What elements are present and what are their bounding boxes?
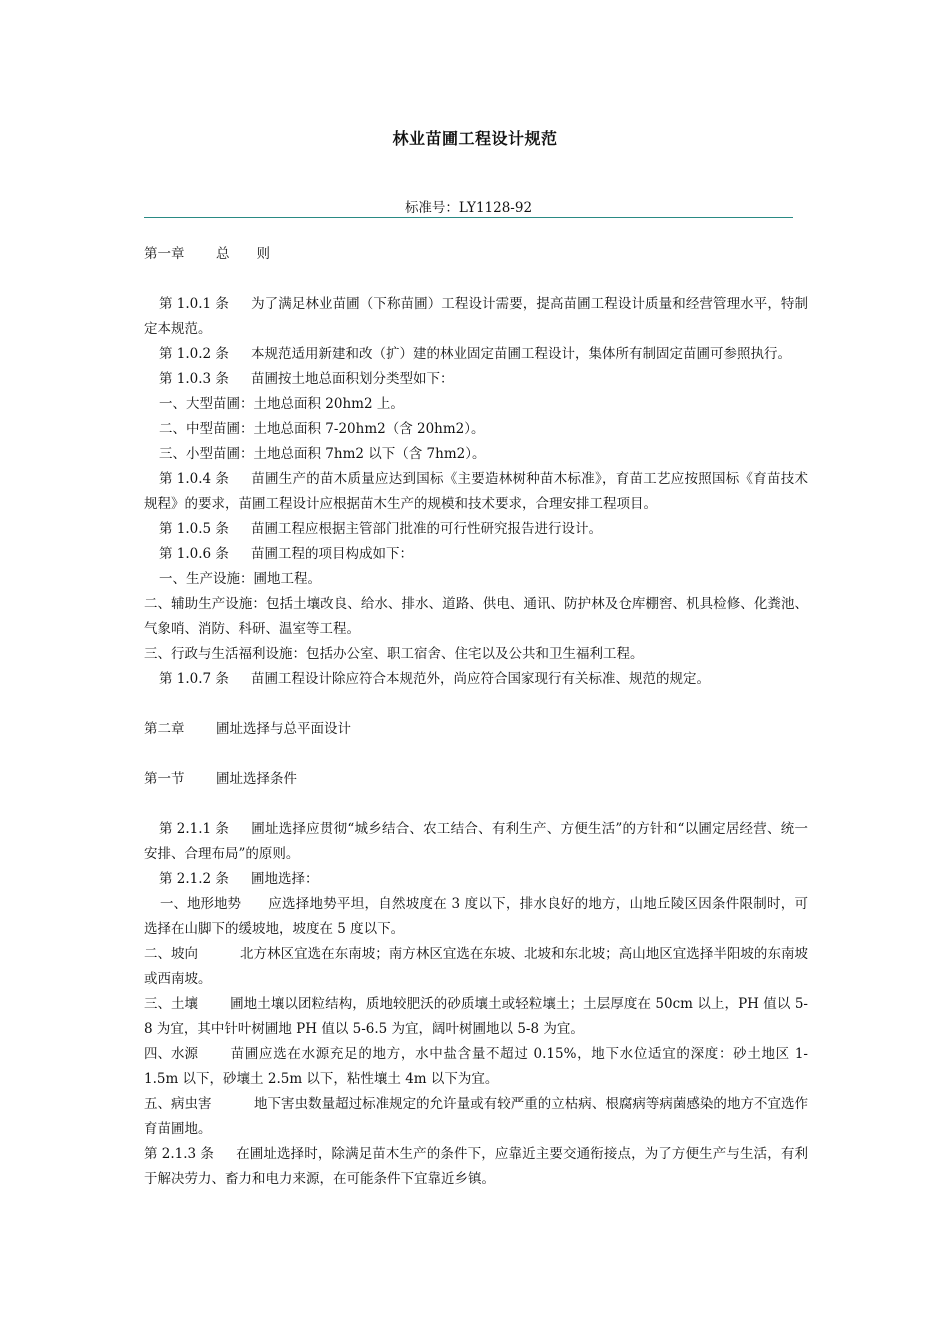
list-item bbox=[144, 1092, 808, 1142]
list-item: 一、大型苗圃：土地总面积 20hm2 上。 bbox=[159, 396, 404, 412]
chapter-number: 第二章 bbox=[144, 721, 185, 737]
item-label: 四、水源 bbox=[144, 1046, 198, 1062]
section-title: 圃址选择条件 bbox=[216, 771, 297, 787]
item-label: 三、土壤 bbox=[144, 996, 198, 1012]
article-label: 第 2.1.3 条 bbox=[144, 1146, 214, 1162]
article-text: 苗圃工程应根据主管部门批准的可行性研究报告进行设计。 bbox=[251, 521, 602, 537]
item-text: 地下害虫数量超过标准规定的允许量或有较严重的立枯病、根腐病等病菌感染的地方不宜选作育苗圃地。 bbox=[144, 1096, 808, 1137]
item-text: 圃地土壤以团粒结构，质地较肥沃的砂质壤土或轻粒壤土；土层厚度在 50cm 以上，PH 值以 5-8 为宜，其中针叶树圃地 PH 值以 5-6.5 为宜，阔叶树圃地以 5-8 为宜。 bbox=[144, 996, 808, 1037]
article-paragraph bbox=[144, 367, 808, 392]
list-item bbox=[144, 992, 808, 1042]
chapter-heading bbox=[144, 717, 808, 742]
article-paragraph bbox=[144, 1142, 808, 1192]
article-paragraph bbox=[144, 817, 808, 867]
article-paragraph bbox=[144, 542, 808, 567]
article-paragraph bbox=[144, 667, 808, 692]
item-text: 应选择地势平坦，自然坡度在 3 度以下，排水良好的地方，山地丘陵区因条件限制时，可选择在山脚下的缓坡地，坡度在 5 度以下。 bbox=[144, 896, 808, 937]
article-paragraph bbox=[144, 467, 808, 517]
header-divider bbox=[144, 217, 793, 218]
article-label: 第 2.1.2 条 bbox=[159, 871, 229, 887]
document-body bbox=[144, 242, 808, 1192]
item-label: 五、病虫害 bbox=[144, 1096, 212, 1112]
article-label: 第 1.0.7 条 bbox=[159, 671, 229, 687]
chapter-title: 圃址选择与总平面设计 bbox=[216, 721, 351, 737]
article-label: 第 1.0.3 条 bbox=[159, 371, 229, 387]
article-text: 苗圃生产的苗木质量应达到国标《主要造林树种苗木标准》，育苗工艺应按照国标《育苗技术规程》的要求，苗圃工程设计应根据苗木生产的规模和技术要求，合理安排工程项目。 bbox=[144, 471, 808, 512]
article-text: 圃址选择应贯彻“城乡结合、农工结合、有利生产、方便生活”的方针和“以圃定居经营、统一安排、合理布局”的原则。 bbox=[144, 821, 808, 862]
list-item bbox=[144, 1042, 808, 1092]
chapter-number: 第一章 bbox=[144, 246, 185, 262]
chapter-title: 总 则 bbox=[216, 246, 270, 262]
article-text: 苗圃工程设计除应符合本规范外，尚应符合国家现行有关标准、规范的规定。 bbox=[251, 671, 710, 687]
article-label: 第 1.0.5 条 bbox=[159, 521, 229, 537]
article-text: 苗圃按土地总面积划分类型如下： bbox=[251, 371, 454, 387]
document-title: 林业苗圃工程设计规范 bbox=[392, 129, 558, 148]
article-text: 圃地选择： bbox=[251, 871, 319, 887]
article-label: 第 1.0.4 条 bbox=[159, 471, 229, 487]
article-paragraph bbox=[144, 342, 808, 367]
chapter-heading bbox=[144, 242, 808, 267]
article-label: 第 1.0.1 条 bbox=[159, 296, 229, 312]
article-label: 第 2.1.1 条 bbox=[159, 821, 229, 837]
article-label: 第 1.0.6 条 bbox=[159, 546, 229, 562]
standard-number: 标准号：LY1128-92 bbox=[404, 200, 533, 216]
item-label: 一、地形地势 bbox=[160, 896, 241, 912]
list-item: 二、辅助生产设施：包括土壤改良、给水、排水、道路、供电、通讯、防护林及仓库棚窖、机具检修、化粪池、气象哨、消防、科研、温室等工程。 bbox=[144, 596, 808, 637]
section-heading bbox=[144, 767, 808, 792]
article-paragraph bbox=[144, 517, 808, 542]
article-text: 为了满足林业苗圃（下称苗圃）工程设计需要，提高苗圃工程设计质量和经营管理水平，特制定本规范。 bbox=[144, 296, 808, 337]
list-item bbox=[144, 892, 808, 942]
article-text: 在圃址选择时，除满足苗木生产的条件下，应靠近主要交通衔接点，为了方便生产与生活，有利于解决劳力、畜力和电力来源，在可能条件下宜靠近乡镇。 bbox=[144, 1146, 808, 1187]
article-text: 本规范适用新建和改（扩）建的林业固定苗圃工程设计，集体所有制固定苗圃可参照执行。 bbox=[251, 346, 791, 362]
item-label: 二、坡向 bbox=[144, 946, 198, 962]
article-text: 苗圃工程的项目构成如下： bbox=[251, 546, 413, 562]
list-item bbox=[144, 942, 808, 992]
article-paragraph bbox=[144, 867, 808, 892]
list-item: 三、行政与生活福利设施：包括办公室、职工宿舍、住宅以及公共和卫生福利工程。 bbox=[144, 646, 644, 662]
list-item: 三、小型苗圃：土地总面积 7hm2 以下（含 7hm2）。 bbox=[159, 446, 486, 462]
item-text: 苗圃应选在水源充足的地方，水中盐含量不超过 0.15%，地下水位适宜的深度：砂土地区 1-1.5m 以下，砂壤土 2.5m 以下，粘性壤土 4m 以下为宜。 bbox=[144, 1046, 808, 1087]
item-text: 北方林区宜选在东南坡；南方林区宜选在东坡、北坡和东北坡；高山地区宜选择半阳坡的东南坡或西南坡。 bbox=[144, 946, 808, 987]
article-label: 第 1.0.2 条 bbox=[159, 346, 229, 362]
list-item: 二、中型苗圃：土地总面积 7-20hm2（含 20hm2）。 bbox=[159, 421, 485, 437]
article-paragraph bbox=[144, 292, 808, 342]
list-item: 一、生产设施：圃地工程。 bbox=[159, 571, 321, 587]
section-number: 第一节 bbox=[144, 771, 185, 787]
